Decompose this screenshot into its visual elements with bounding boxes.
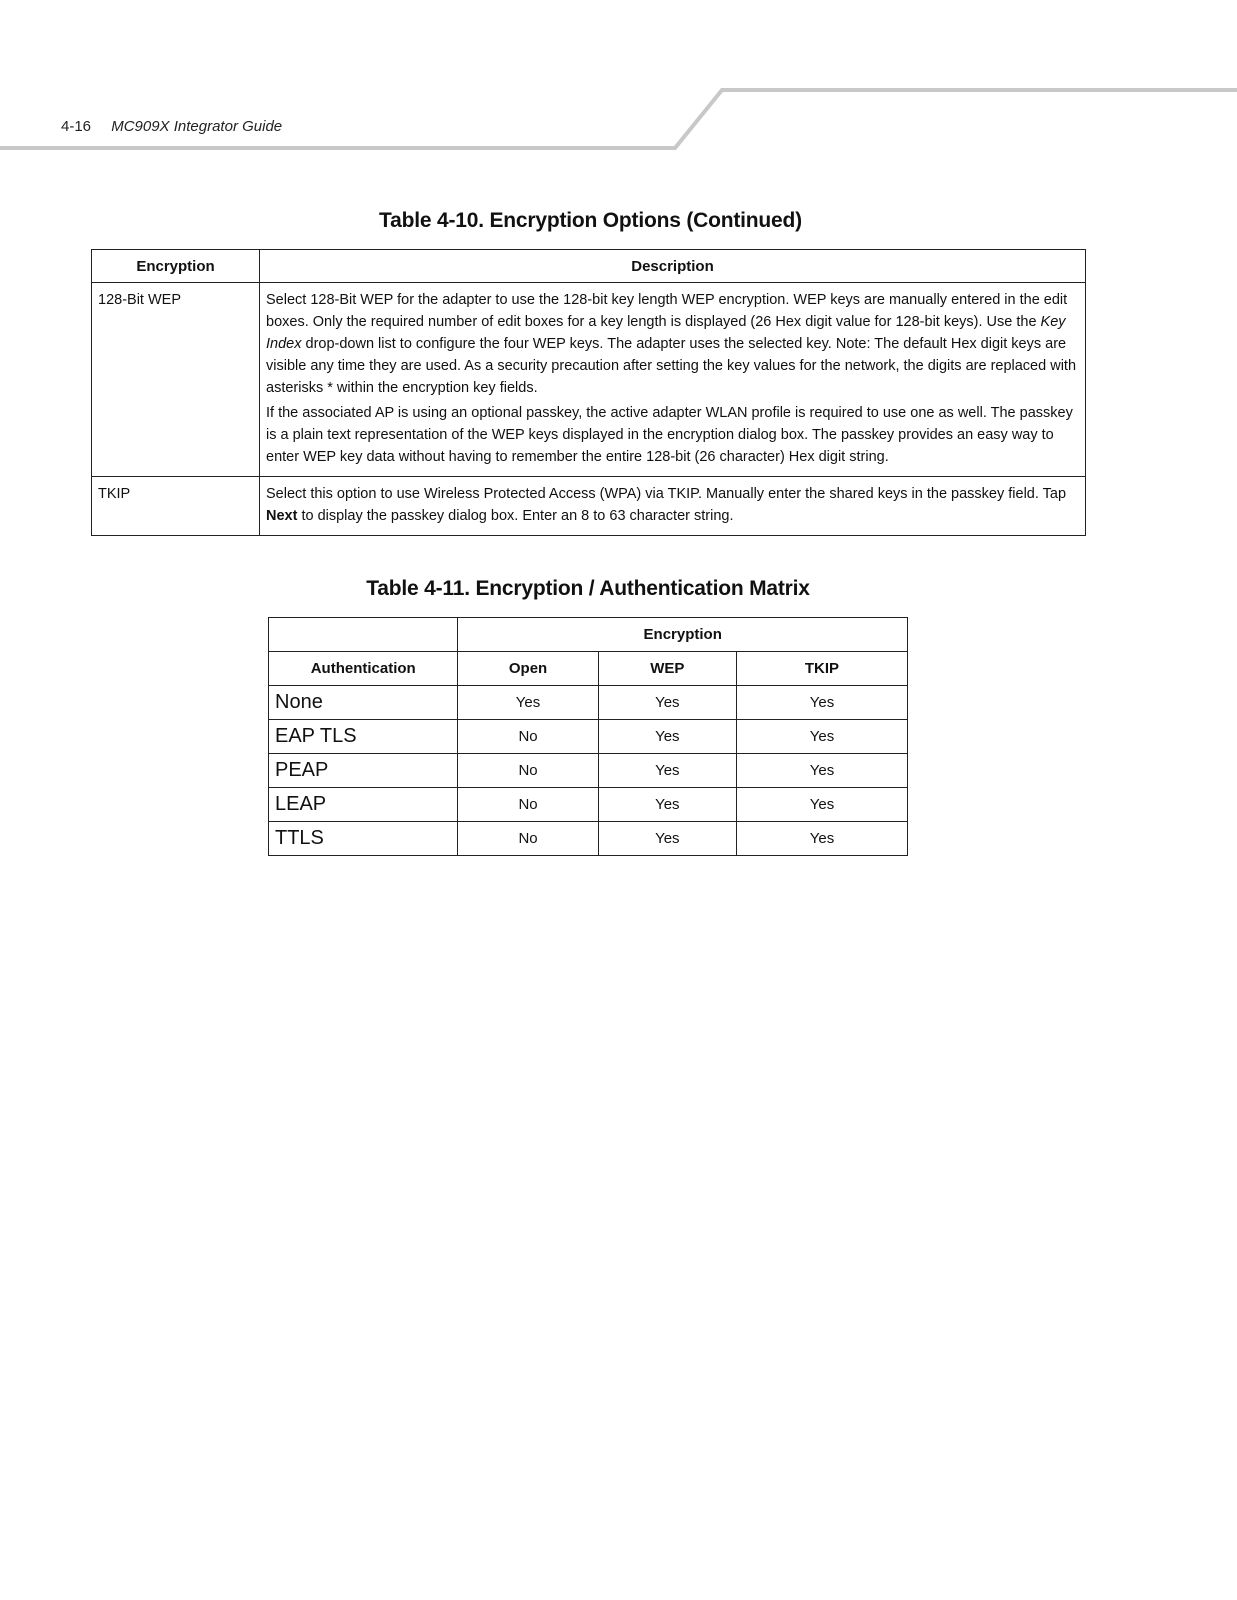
description-text: to display the passkey dialog box. Enter an 8 to 63 character string. — [297, 508, 734, 524]
wep-cell: Yes — [598, 686, 736, 720]
encryption-cell: 128-Bit WEP — [92, 283, 260, 477]
description-paragraph — [266, 483, 1079, 527]
wep-cell: Yes — [598, 822, 736, 856]
encryption-cell: TKIP — [92, 477, 260, 536]
open-cell: No — [458, 720, 598, 754]
auth-cell: EAP TLS — [269, 720, 458, 754]
open-cell: Yes — [458, 686, 598, 720]
description-text: drop-down list to configure the four WEP keys. The adapter uses the selected key. Note: The default Hex digit keys are visible any time they are used. As a security precaution after setting the key values for the network, the digits are replaced with asterisks * within the encryption key fields. — [266, 336, 1077, 396]
table-row — [269, 686, 908, 720]
open-cell: No — [458, 822, 598, 856]
description-cell — [260, 283, 1086, 477]
wep-cell: Yes — [598, 754, 736, 788]
wep-cell: Yes — [598, 720, 736, 754]
encryption-options-table — [91, 249, 1086, 536]
auth-cell: TTLS — [269, 822, 458, 856]
column-header-encryption: Encryption — [92, 250, 260, 283]
tkip-cell: Yes — [736, 754, 907, 788]
tkip-cell: Yes — [736, 720, 907, 754]
table-header-row — [92, 250, 1086, 283]
table-title-auth-matrix: Table 4-11. Encryption / Authentication Matrix — [366, 577, 810, 600]
empty-corner-cell — [269, 618, 458, 652]
wep-cell: Yes — [598, 788, 736, 822]
tkip-cell: Yes — [736, 788, 907, 822]
description-cell — [260, 477, 1086, 536]
group-header-encryption: Encryption — [458, 618, 908, 652]
page-header — [61, 118, 282, 135]
description-emphasis: Key Index — [266, 314, 1066, 352]
table-row — [269, 788, 908, 822]
table-row — [269, 720, 908, 754]
auth-cell: LEAP — [269, 788, 458, 822]
table-title-encryption-options: Table 4-10. Encryption Options (Continued) — [379, 209, 802, 232]
group-header-row — [269, 618, 908, 652]
guide-title: MC909X Integrator Guide — [111, 118, 283, 135]
encryption-authentication-matrix — [268, 617, 908, 856]
description-text: Select this option to use Wireless Protected Access (WPA) via TKIP. Manually enter the shared keys in the passkey field. Tap — [266, 486, 1067, 502]
auth-cell: PEAP — [269, 754, 458, 788]
column-header-wep: WEP — [598, 652, 736, 686]
table-header-row — [269, 652, 908, 686]
table-row — [92, 283, 1086, 477]
table-row — [269, 822, 908, 856]
tkip-cell: Yes — [736, 822, 907, 856]
tkip-cell: Yes — [736, 686, 907, 720]
description-paragraph — [266, 289, 1079, 399]
header-rule — [0, 0, 1237, 160]
description-text: Select 128-Bit WEP for the adapter to use the 128-bit key length WEP encryption. WEP keys are manually entered in the edit boxes. Only the required number of edit boxes for a key length is displayed (26 Hex digit value for 128-bit keys). Use the — [266, 292, 1068, 330]
column-header-description: Description — [260, 250, 1086, 283]
description-bold: Next — [266, 508, 298, 524]
table-row — [92, 477, 1086, 536]
table-row — [269, 754, 908, 788]
column-header-authentication: Authentication — [269, 652, 458, 686]
open-cell: No — [458, 788, 598, 822]
column-header-open: Open — [458, 652, 598, 686]
page-number: 4-16 — [61, 118, 92, 135]
column-header-tkip: TKIP — [736, 652, 907, 686]
description-paragraph: If the associated AP is using an optional passkey, the active adapter WLAN profile is required to use one as well. The passkey is a plain text representation of the WEP keys displayed in the encryption dialog box. The passkey provides an easy way to enter WEP key data without having to remember the entire 128-bit (26 character) Hex digit string. — [266, 405, 1073, 465]
open-cell: No — [458, 754, 598, 788]
auth-cell: None — [269, 686, 458, 720]
